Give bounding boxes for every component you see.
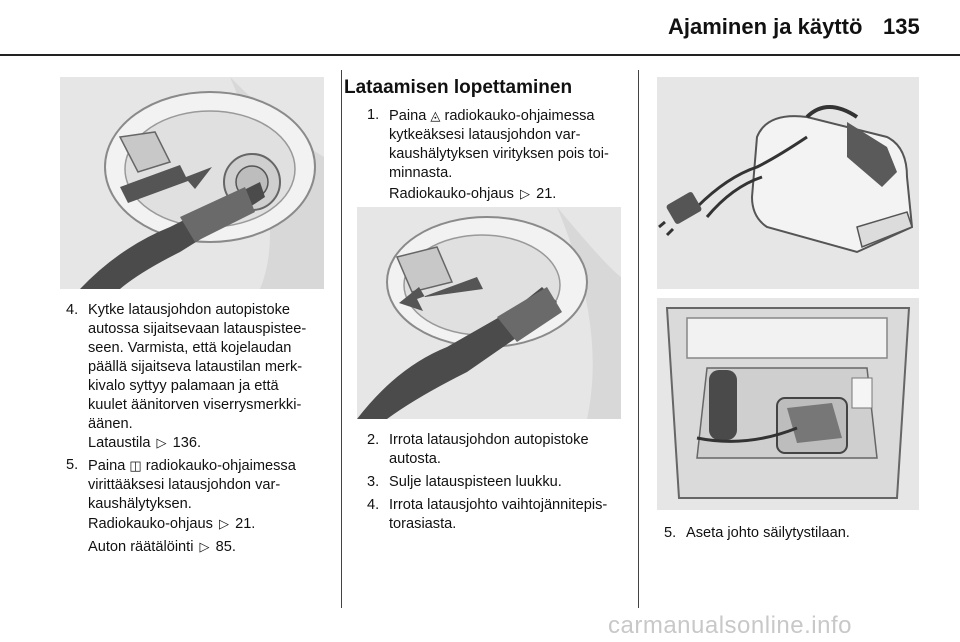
text-line: Sulje latauspisteen luukku. xyxy=(389,474,562,490)
text-line: seen. Varmista, että kojelaudan xyxy=(88,340,292,356)
text-line: Aseta johto säilytystilaan. xyxy=(686,525,850,541)
text-line: päällä sijaitseva lataustilan merk- xyxy=(88,359,303,375)
section-heading: Lataamisen lopettaminen xyxy=(344,77,573,98)
text-line: Kytke latausjohdon autopistoke xyxy=(88,302,291,318)
step-text xyxy=(88,301,336,434)
lock-button-icon: ◫ xyxy=(129,458,142,473)
page-reference-arrow-icon: ▷ xyxy=(199,539,210,554)
unlock-button-icon: ◬ xyxy=(430,108,441,123)
step-1-disarm-alarm: 1. Paina ◬ radiokauko-ohjaimessa kytkeäksesi latausjohdon var- kaushälytyksen virityksen pois toi- minnasta. xyxy=(367,106,632,183)
page-number: 135 xyxy=(883,14,920,39)
text-line: Irrota latausjohdon autopistoke xyxy=(389,432,589,448)
text-line: kytkeäksesi latausjohdon var- xyxy=(389,127,581,143)
text-line: virittääksesi latausjohdon var- xyxy=(88,477,281,493)
step-number: 4. xyxy=(66,302,79,318)
text-line: kaushälytyksen virityksen pois toi- xyxy=(389,146,609,162)
page-reference-arrow-icon: ▷ xyxy=(156,435,167,450)
column-divider xyxy=(341,70,342,608)
text-line: autosta. xyxy=(389,451,441,467)
step-5-store-cable xyxy=(664,524,929,543)
step-number: 5. xyxy=(664,525,677,541)
text-line: minnasta. xyxy=(389,165,453,181)
charging-plug-connect-illustration xyxy=(60,77,324,289)
watermark: carmanualsonline.info xyxy=(608,612,852,639)
page-title: Ajaminen ja käyttö xyxy=(668,14,863,39)
step-3-close-flap xyxy=(367,473,632,492)
step-4-connect-plug xyxy=(66,301,336,434)
step-5-arm-alarm: 5. Paina ◫ radiokauko-ohjaimessa virittääksesi latausjohdon var- kaushälytyksen. xyxy=(66,456,336,514)
column-divider xyxy=(638,70,639,608)
cross-reference: Lataustila ▷ 136. xyxy=(88,435,202,451)
text-line: autossa sijaitsevaan latauspistee- xyxy=(88,321,307,337)
text-line: Irrota latausjohto vaihtojännitepis- xyxy=(389,497,608,513)
text-line: kivalo syttyy palamaan ja että xyxy=(88,378,279,394)
cross-reference: Auton räätälöinti ▷ 85. xyxy=(88,539,236,555)
cross-reference: Radiokauko-ohjaus ▷ 21. xyxy=(389,186,557,202)
text-line: äänen. xyxy=(88,416,133,432)
step-number: 4. xyxy=(367,497,380,513)
step-number: 5. xyxy=(66,457,79,473)
step-4-unplug-socket xyxy=(367,496,632,534)
trunk-storage-illustration xyxy=(657,298,919,510)
step-number: 3. xyxy=(367,474,380,490)
step-number: 2. xyxy=(367,432,380,448)
step-number: 1. xyxy=(367,107,380,123)
charging-cable-bag-illustration xyxy=(657,77,919,289)
cross-reference: Radiokauko-ohjaus ▷ 21. xyxy=(88,516,256,532)
text-line: kuulet äänitorven viserrysmerkki- xyxy=(88,397,302,413)
text-line: torasiasta. xyxy=(389,516,457,532)
charging-plug-disconnect-illustration xyxy=(357,207,621,419)
text-line: kaushälytyksen. xyxy=(88,496,192,512)
header-divider xyxy=(0,54,960,56)
step-2-unplug-car xyxy=(367,431,632,469)
page-reference-arrow-icon: ▷ xyxy=(219,516,230,531)
page-reference-arrow-icon: ▷ xyxy=(520,186,531,201)
